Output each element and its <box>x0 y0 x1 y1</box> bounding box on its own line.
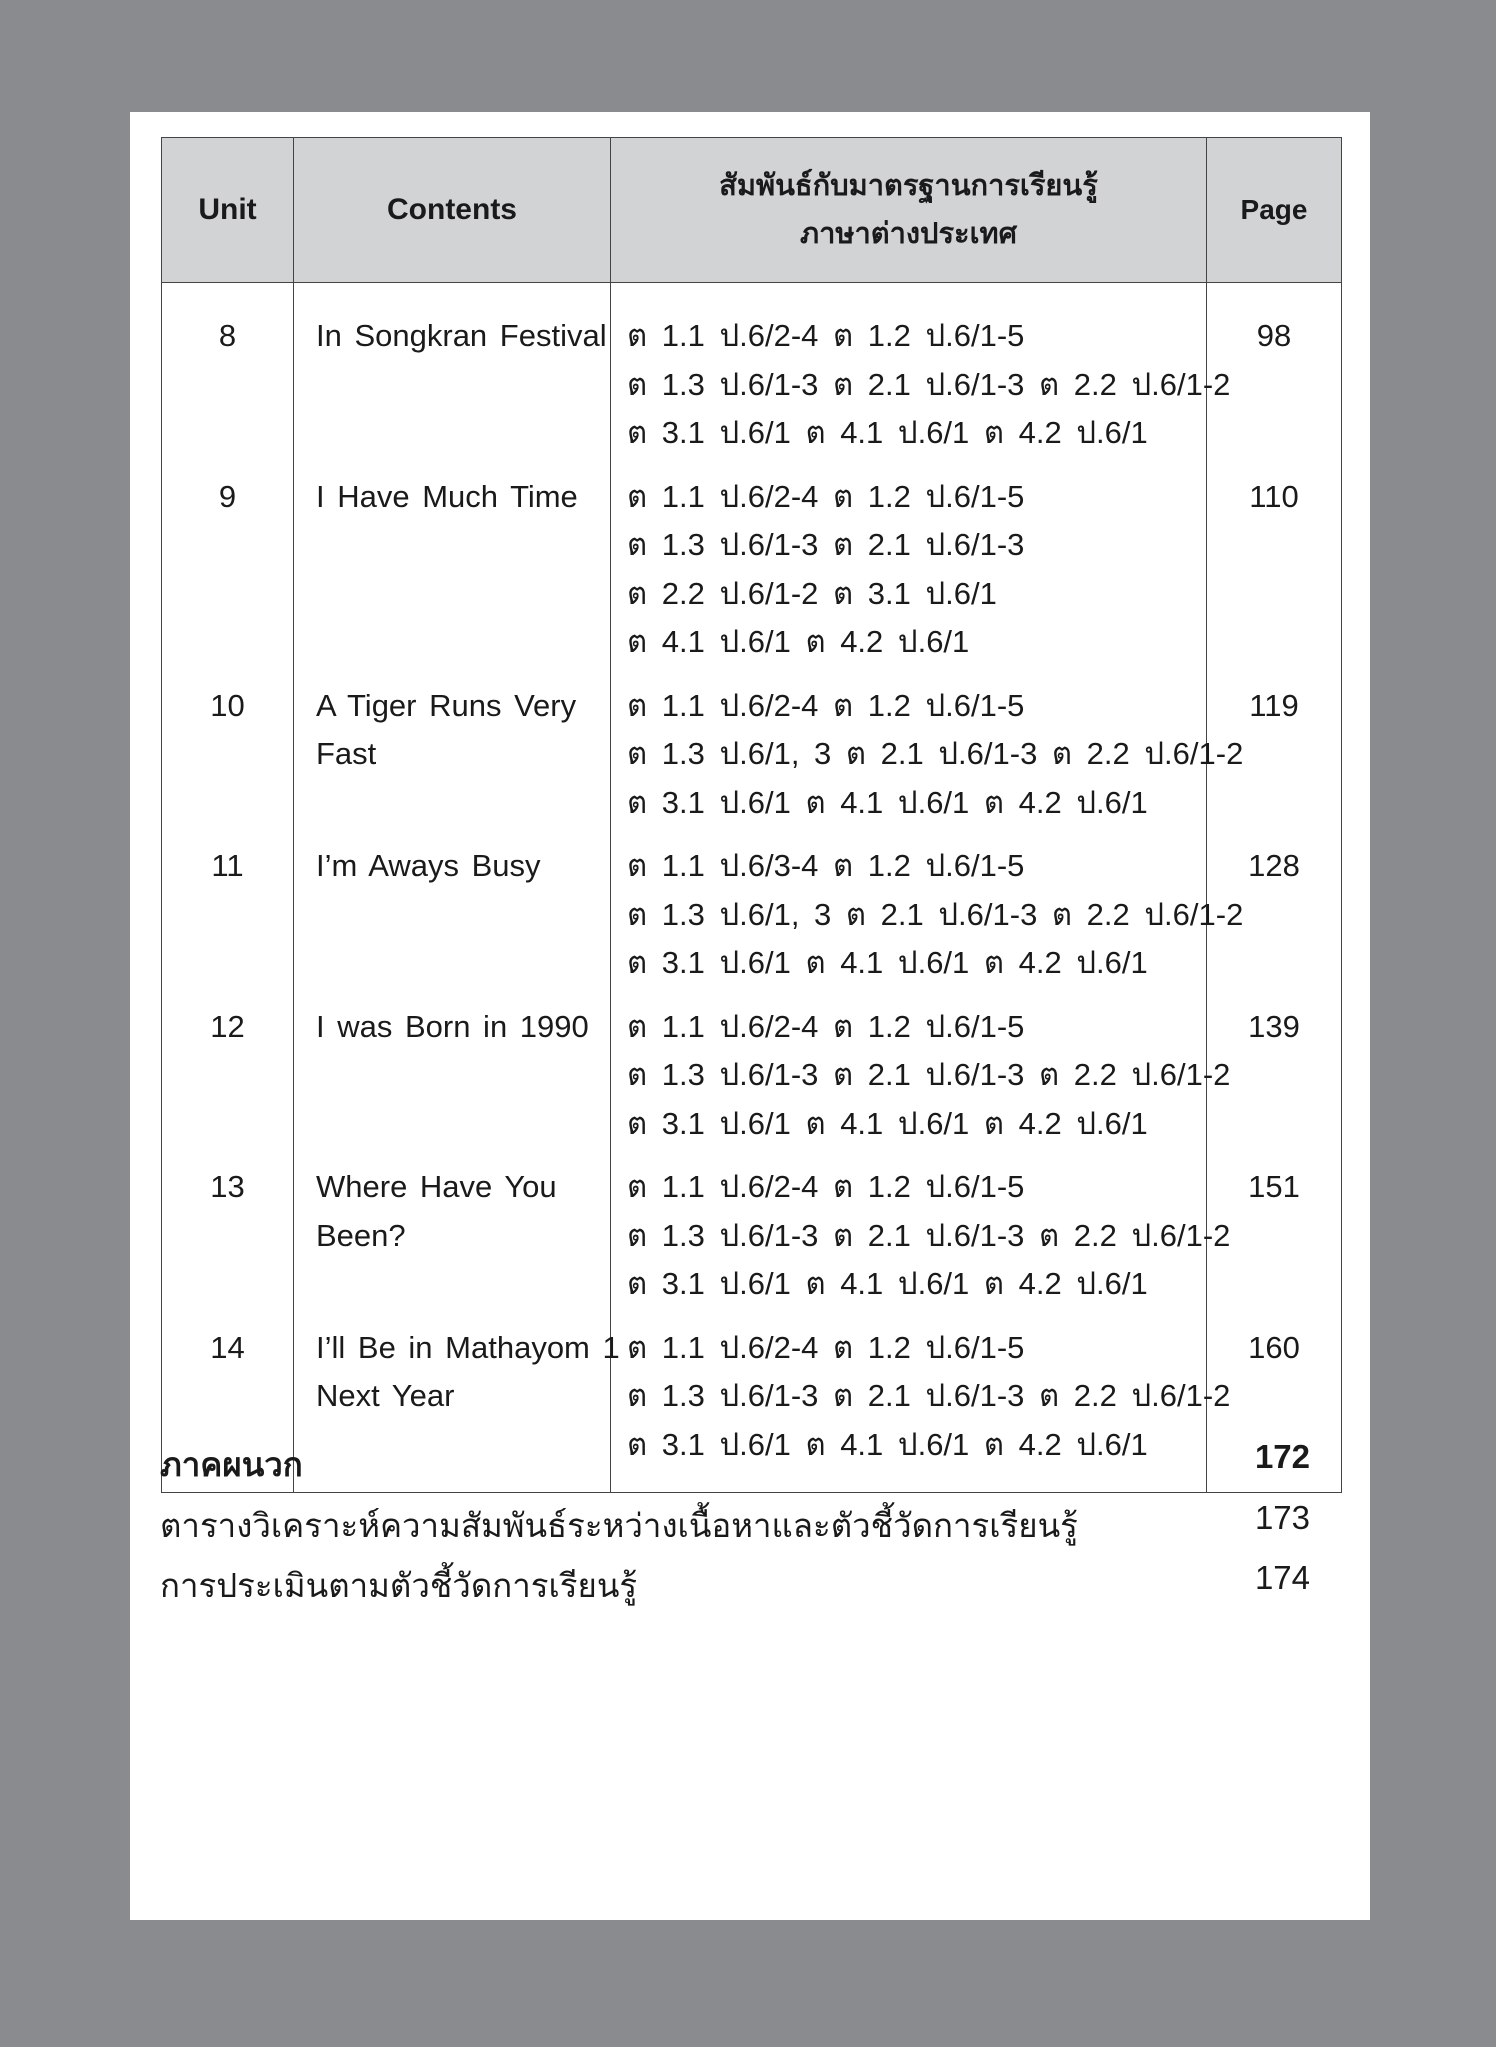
unit-number: 10 <box>162 667 294 828</box>
unit-title-line: A Tiger Runs Very <box>316 687 577 723</box>
page-number: 119 <box>1207 667 1342 828</box>
unit-title-line: Fast <box>316 736 377 771</box>
unit-number: 13 <box>162 1148 294 1309</box>
document-page <box>130 112 1370 1920</box>
table-row <box>162 1148 1342 1309</box>
standards-cell <box>611 1148 1231 1309</box>
table-row <box>162 667 1342 828</box>
table-body <box>162 283 1342 1493</box>
standards-line: ต 3.1 ป.6/1 ต 4.1 ป.6/1 ต 4.2 ป.6/1 <box>627 1105 1148 1141</box>
unit-title-line: I was Born in 1990 <box>316 1008 589 1044</box>
table-header-row <box>162 138 1342 283</box>
unit-number: 11 <box>162 827 294 988</box>
appendix-page-number: 173 <box>1254 1499 1310 1536</box>
unit-title-line: Next Year <box>316 1378 455 1413</box>
table-row <box>162 988 1342 1149</box>
contents-column-header: Contents <box>294 138 611 283</box>
unit-number: 9 <box>162 458 294 667</box>
standards-line: ต 1.3 ป.6/1-3 ต 2.1 ป.6/1-3 ต 2.2 ป.6/1-2 <box>627 1217 1231 1253</box>
standards-header-line-1: สัมพันธ์กับมาตรฐานการเรียนรู้ <box>719 170 1098 202</box>
standards-cell <box>611 458 1207 667</box>
standards-cell <box>611 827 1244 988</box>
unit-title <box>294 827 611 988</box>
standards-cell <box>611 988 1231 1149</box>
standards-header-line-2: ภาษาต่างประเทศ <box>799 218 1018 250</box>
standards-cell <box>611 1309 1231 1493</box>
standards-line: ต 1.1 ป.6/2-4 ต 1.2 ป.6/1-5 <box>627 687 1025 723</box>
appendix-page-number: 172 <box>1254 1438 1310 1475</box>
standards-line: ต 1.3 ป.6/1-3 ต 2.1 ป.6/1-3 <box>627 527 1025 562</box>
unit-title-line: Been? <box>316 1217 406 1253</box>
page-number: 139 <box>1207 988 1342 1149</box>
standards-line: ต 1.3 ป.6/1-3 ต 2.1 ป.6/1-3 ต 2.2 ป.6/1-2 <box>627 366 1231 402</box>
contents-table <box>161 137 1342 1493</box>
unit-title-line: I’ll Be in Mathayom 1 <box>316 1329 620 1365</box>
unit-title <box>294 1148 611 1309</box>
unit-title <box>294 667 611 828</box>
appendix-label: การประเมินตามตัวชี้วัดการเรียนรู้ <box>160 1567 638 1604</box>
page-number: 110 <box>1207 458 1342 667</box>
table-row <box>162 827 1342 988</box>
table-row <box>162 283 1342 458</box>
page-number: 151 <box>1207 1148 1342 1309</box>
standards-line: ต 1.3 ป.6/1, 3 ต 2.1 ป.6/1-3 ต 2.2 ป.6/1-2 <box>627 736 1244 771</box>
unit-title-line: I’m Aways Busy <box>316 848 541 883</box>
page-column-header: Page <box>1207 138 1342 283</box>
standards-line: ต 1.3 ป.6/1-3 ต 2.1 ป.6/1-3 ต 2.2 ป.6/1-2 <box>627 1378 1231 1413</box>
unit-title <box>294 1309 620 1493</box>
unit-title <box>294 458 611 667</box>
table-row <box>162 1309 1342 1493</box>
unit-number: 8 <box>162 283 294 458</box>
appendix-label: ตารางวิเคราะห์ความสัมพันธ์ระหว่างเนื้อหาและตัวชี้วัดการเรียนรู้ <box>160 1507 1078 1544</box>
standards-line: ต 3.1 ป.6/1 ต 4.1 ป.6/1 ต 4.2 ป.6/1 <box>627 415 1148 450</box>
standards-line: ต 1.3 ป.6/1-3 ต 2.1 ป.6/1-3 ต 2.2 ป.6/1-2 <box>627 1057 1231 1092</box>
unit-column-header: Unit <box>162 138 294 283</box>
standards-line: ต 1.3 ป.6/1, 3 ต 2.1 ป.6/1-3 ต 2.2 ป.6/1-2 <box>627 896 1244 932</box>
standards-cell <box>611 283 1231 458</box>
page-number: 98 <box>1207 283 1342 458</box>
standards-cell <box>611 667 1244 828</box>
standards-line: ต 4.1 ป.6/1 ต 4.2 ป.6/1 <box>627 624 970 659</box>
standards-line: ต 1.1 ป.6/2-4 ต 1.2 ป.6/1-5 <box>627 1329 1025 1365</box>
appendix-page-number: 174 <box>1254 1559 1310 1596</box>
standards-line: ต 1.1 ป.6/2-4 ต 1.2 ป.6/1-5 <box>627 318 1025 353</box>
unit-number: 14 <box>162 1309 294 1493</box>
standards-line: ต 1.1 ป.6/2-4 ต 1.2 ป.6/1-5 <box>627 478 1025 514</box>
page-number: 160 <box>1207 1309 1342 1493</box>
standards-line: ต 1.1 ป.6/2-4 ต 1.2 ป.6/1-5 <box>627 1169 1025 1204</box>
standards-line: ต 2.2 ป.6/1-2 ต 3.1 ป.6/1 <box>627 575 997 611</box>
standards-line: ต 3.1 ป.6/1 ต 4.1 ป.6/1 ต 4.2 ป.6/1 <box>627 1266 1148 1301</box>
standards-line: ต 1.1 ป.6/2-4 ต 1.2 ป.6/1-5 <box>627 1008 1025 1044</box>
standards-line: ต 3.1 ป.6/1 ต 4.1 ป.6/1 ต 4.2 ป.6/1 <box>627 784 1148 820</box>
unit-number: 12 <box>162 988 294 1149</box>
unit-title-line: I Have Much Time <box>316 478 578 514</box>
standards-line: ต 3.1 ป.6/1 ต 4.1 ป.6/1 ต 4.2 ป.6/1 <box>627 945 1148 980</box>
page-number: 128 <box>1207 827 1342 988</box>
appendix-label: ภาคผนวก <box>160 1446 303 1483</box>
unit-title-line: Where Have You <box>316 1169 557 1204</box>
unit-title <box>294 988 611 1149</box>
standards-column-header <box>611 138 1207 283</box>
unit-title <box>294 283 611 458</box>
unit-title-line: In Songkran Festival <box>316 318 607 353</box>
table-row <box>162 458 1342 667</box>
standards-line: ต 1.1 ป.6/3-4 ต 1.2 ป.6/1-5 <box>627 848 1025 883</box>
standards-line: ต 3.1 ป.6/1 ต 4.1 ป.6/1 ต 4.2 ป.6/1 <box>627 1426 1148 1462</box>
